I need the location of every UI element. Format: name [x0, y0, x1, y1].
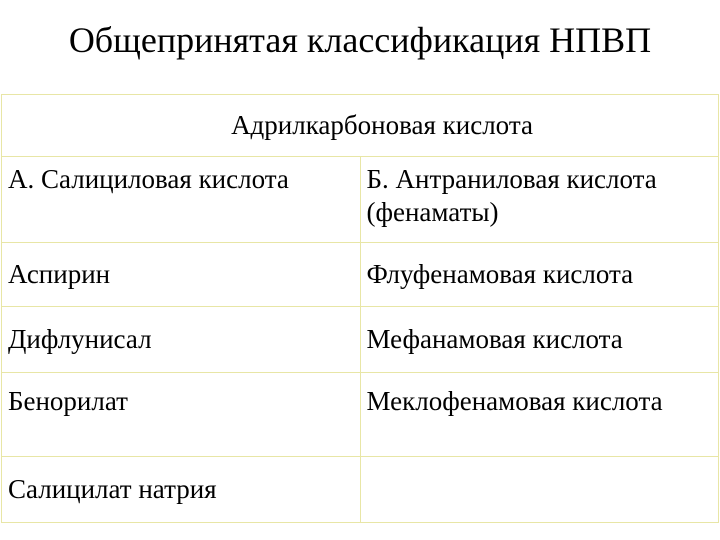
table-cell-a: Аспирин: [2, 243, 361, 307]
slide-title: Общепринятая классификация НПВП: [68, 20, 652, 60]
classification-table: [1, 94, 719, 523]
table-cell-b: Мефанамовая кислота: [360, 307, 719, 373]
table-row: [2, 157, 719, 243]
table-header-cell: Адрилкарбоновая кислота: [2, 95, 719, 157]
column-b-title: Б. Антраниловая кислота (фенаматы): [360, 157, 719, 243]
table-cell-a: Дифлунисал: [2, 307, 361, 373]
column-a-title: А. Салициловая кислота: [2, 157, 361, 243]
table-cell-a: Бенорилат: [2, 373, 361, 457]
table-cell-a: Салицилат натрия: [2, 457, 361, 523]
table-header-row: [2, 95, 719, 157]
table-cell-b: [360, 457, 719, 523]
table-row: [2, 457, 719, 523]
table-row: [2, 373, 719, 457]
table-row: [2, 307, 719, 373]
table-cell-b: Меклофенамовая кислота: [360, 373, 719, 457]
table-cell-b: Флуфенамовая кислота: [360, 243, 719, 307]
table-row: [2, 243, 719, 307]
